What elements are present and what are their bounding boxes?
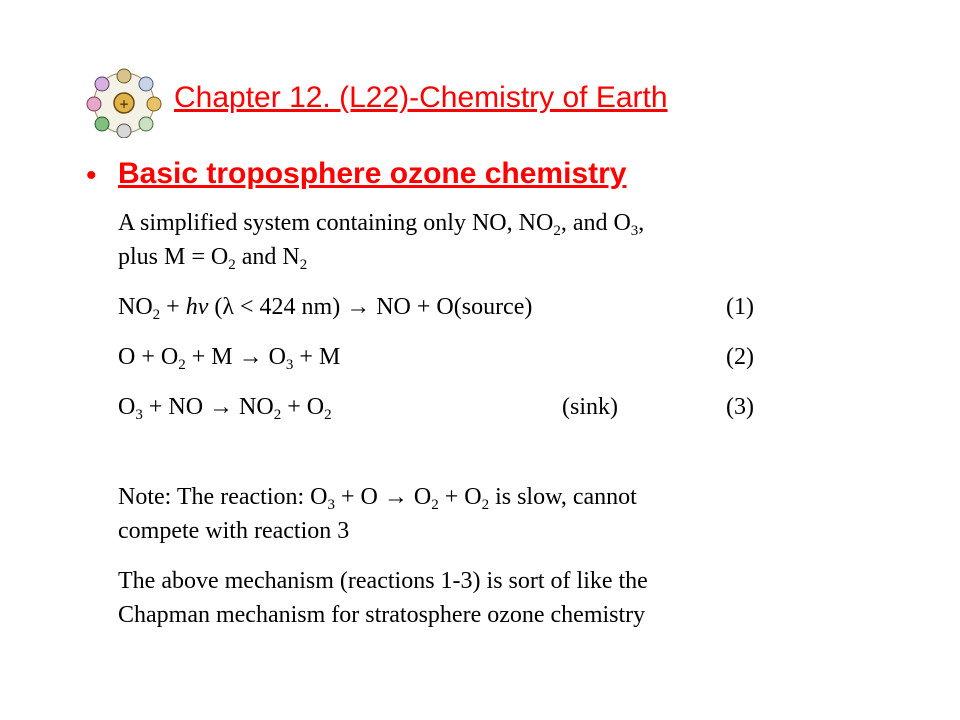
reaction-2-number: (2) [726, 344, 754, 370]
note-line-2: compete with reaction 3 [118, 518, 350, 544]
section-heading: Basic troposphere ozone chemistry [118, 157, 627, 190]
intro-line-2: plus $M = O_2$ and $N_2$ [118, 244, 308, 273]
reaction-1-number: (1) [726, 294, 754, 320]
reaction-2: $O + O_2 + M \to O_3 + M$ [118, 344, 341, 373]
reaction-1: $NO_2$ + hv (λ < 424 nm) → NO + O(source) [118, 294, 533, 323]
reaction-3: $O_3$ + NO → $NO_2 + O_2$ [118, 394, 332, 423]
svg-text:+: + [118, 97, 130, 111]
reaction-3-number: (3) [726, 394, 754, 420]
reaction-3-label: (sink) [562, 394, 618, 420]
chemistry-wheel-icon [78, 68, 170, 138]
slide-title: Chapter 12. (L22)-Chemistry of Earth [174, 81, 668, 114]
note-line-1: Note: The reaction: $O_3 + O \to O_2 + O_2$ is slow, cannot [118, 484, 637, 513]
intro-line-1: A simplified system containing only NO, $NO_2$, and $O_3$, [118, 210, 645, 239]
summary-line-1: The above mechanism (reactions 1-3) is sort of like the [118, 568, 648, 594]
bullet-marker: • [86, 159, 97, 192]
summary-line-2: Chapman mechanism for stratosphere ozone chemistry [118, 602, 646, 628]
